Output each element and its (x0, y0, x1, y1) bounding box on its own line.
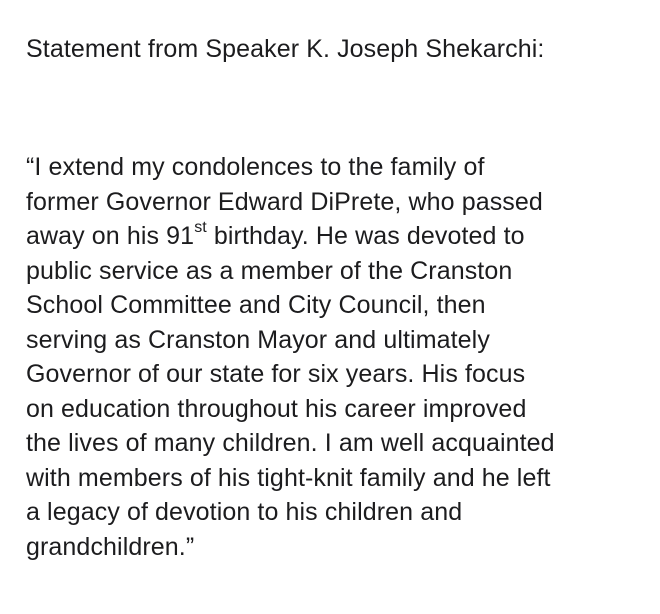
statement-line: serving as Cranston Mayor and ultimately (26, 325, 490, 354)
statement-line: former Governor Edward DiPrete, who passed (26, 187, 543, 216)
statement-line: a legacy of devotion to his children and (26, 498, 463, 526)
statement-line-start: away on his 91 (26, 222, 195, 250)
statement-line: grandchildren.” (26, 532, 195, 561)
statement-line-end: birthday. He was devoted to (206, 222, 525, 250)
statement-line: public service as a member of the Cranston (26, 256, 513, 285)
statement-line: “I extend my condolences to the family of (26, 153, 485, 181)
statement-body (26, 150, 646, 564)
statement-line: on education throughout his career improved (26, 394, 527, 423)
statement-line: with members of his tight-knit family and he left (26, 463, 551, 492)
statement-line: School Committee and City Council, then (26, 291, 486, 319)
statement-line (26, 219, 646, 254)
statement-line: the lives of many children. I am well acquainted (26, 429, 555, 457)
statement-heading: Statement from Speaker K. Joseph Shekarchi: (26, 35, 545, 63)
statement-line: Governor of our state for six years. His focus (26, 360, 526, 388)
ordinal-suffix: st (194, 218, 207, 236)
